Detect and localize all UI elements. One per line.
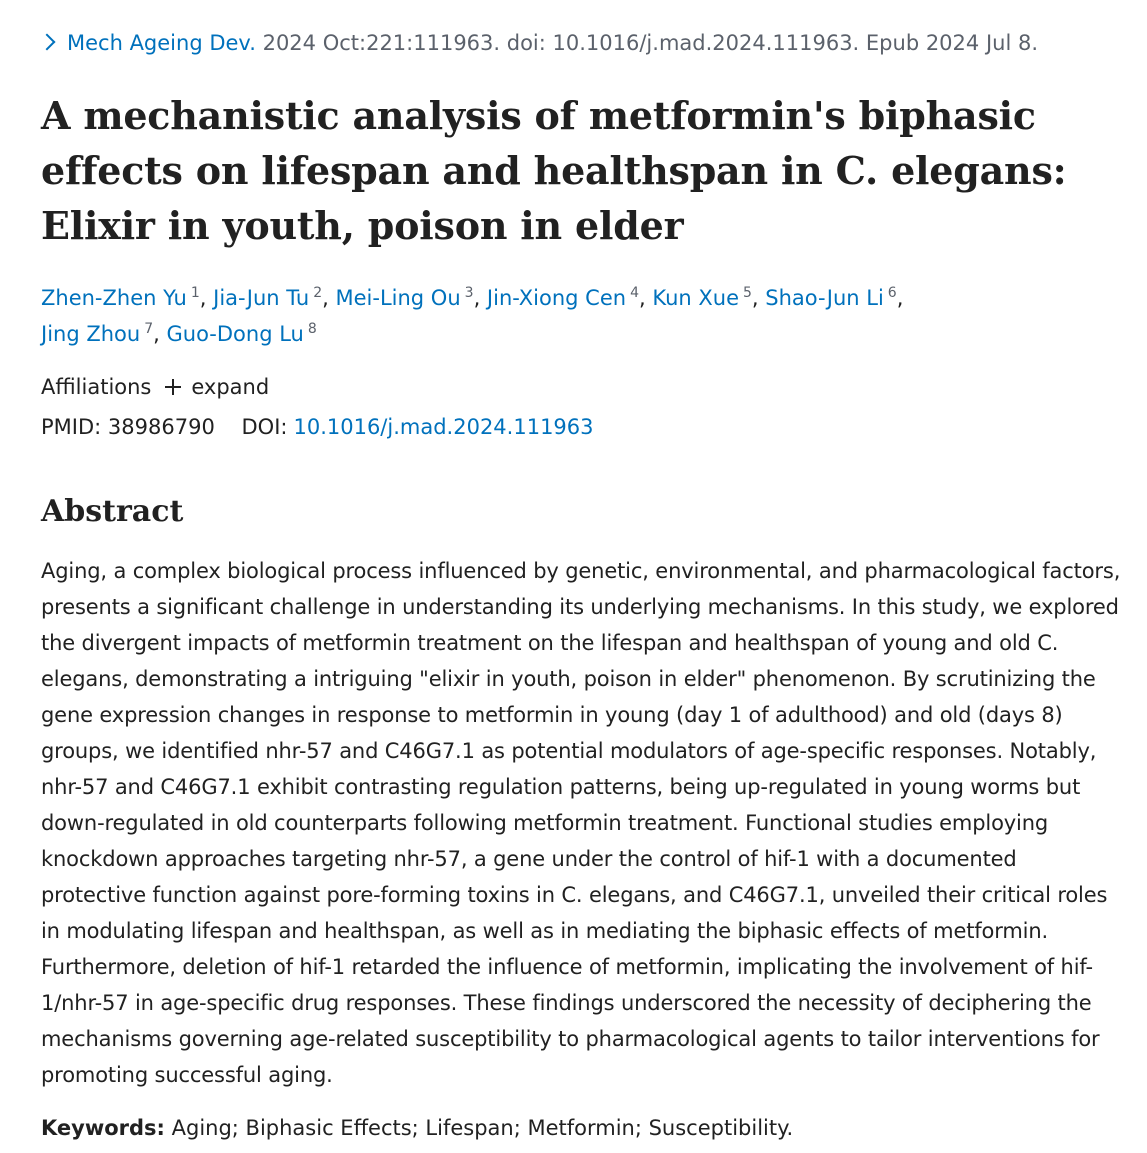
affiliation-number[interactable]: 3	[464, 285, 474, 301]
affiliation-number[interactable]: 6	[887, 285, 897, 301]
keywords-row	[41, 1112, 793, 1144]
author-link[interactable]: Kun Xue	[652, 286, 739, 310]
author-link[interactable]: Jia-Jun Tu	[213, 286, 310, 310]
affiliations-label: Affiliations	[41, 375, 152, 399]
abstract-text: Aging, a complex biological process influenced by genetic, environmental, and pharmacological factors, presents a significant challenge in understanding its underlying mechanisms. In this study, we explored the divergent impacts of metformin treatment on the lifespan and healthspan of young and old C. elegans, demonstrating a intriguing "elixir in youth, poison in elder" phenomenon. By scrutinizing the gene expression changes in response to metformin in young (day 1 of adulthood) and old (days 8) groups, we identified nhr-57 and C46G7.1 as potential modulators of age-specific responses. Notably, nhr-57 and C46G7.1 exhibit contrasting regulation patterns, being up-regulated in young worms but down-regulated in old counterparts following metformin treatment. Functional studies employing knockdown approaches targeting nhr-57, a gene under the control of hif-1 with a documented protective function against pore-forming toxins in C. elegans, and C46G7.1, unveiled their critical roles in modulating lifespan and healthspan, as well as in mediating the biphasic effects of metformin. Furthermore, deletion of hif-1 retarded the influence of metformin, implicating the involvement of hif-1/nhr-57 in age-specific drug responses. These findings underscored the necessity of deciphering the mechanisms governing age-related susceptibility to pharmacological agents to tailor interventions for promoting successful aging.	[41, 559, 1121, 1087]
abstract-heading: Abstract	[41, 494, 184, 529]
journal-link[interactable]: Mech Ageing Dev.	[67, 31, 256, 55]
chevron-right-icon[interactable]	[39, 34, 56, 51]
author-list: Zhen-Zhen Yu $^1$, Jia-Jun Tu $^2$, Mei-Ling Ou $^3$, Jin-Xiong Cen $^4$, Kun Xue $^5$, Shao-Jun Li $^6$, Jing Zhou $^7$, Guo-Dong Lu $^8$	[41, 285, 904, 346]
author-link[interactable]: Guo-Dong Lu	[166, 322, 304, 346]
keywords-list: Aging; Biphasic Effects; Lifespan; Metformin; Susceptibility.	[164, 1116, 794, 1140]
pmid-value: 38986790	[107, 415, 215, 439]
citation-details: 2024 Oct:221:111963. doi: 10.1016/j.mad.2024.111963. Epub 2024 Jul 8.	[255, 31, 1038, 55]
author-link[interactable]: Mei-Ling Ou	[335, 286, 461, 310]
affiliations-row	[41, 372, 269, 402]
doi-link[interactable]: 10.1016/j.mad.2024.111963	[293, 415, 594, 439]
expand-label: expand	[191, 375, 270, 399]
pmid-label: PMID:	[41, 415, 102, 439]
plus-icon	[165, 379, 181, 395]
affiliation-number[interactable]: 5	[743, 285, 752, 301]
journal-citation	[41, 29, 1038, 57]
article-title: A mechanistic analysis of metformin's biphasic effects on lifespan and healthspan in C. elegans: Elixir in youth, poison in elder	[41, 93, 1067, 248]
keywords-label: Keywords:	[41, 1116, 165, 1140]
affiliation-number[interactable]: 7	[144, 321, 154, 337]
author-link[interactable]: Jing Zhou	[41, 322, 141, 346]
author-link[interactable]: Shao-Jun Li	[765, 286, 884, 310]
author-link[interactable]: Jin-Xiong Cen	[486, 286, 627, 310]
affiliation-number[interactable]: 1	[190, 285, 200, 301]
affiliation-number[interactable]: 4	[630, 285, 639, 301]
affiliations-expand-button[interactable]	[165, 372, 269, 402]
affiliation-number[interactable]: 2	[313, 285, 323, 301]
doi-label: DOI:	[241, 415, 288, 439]
identifiers-row	[41, 412, 594, 442]
author-link[interactable]: Zhen-Zhen Yu	[41, 286, 187, 310]
affiliation-number[interactable]: 8	[307, 321, 317, 337]
